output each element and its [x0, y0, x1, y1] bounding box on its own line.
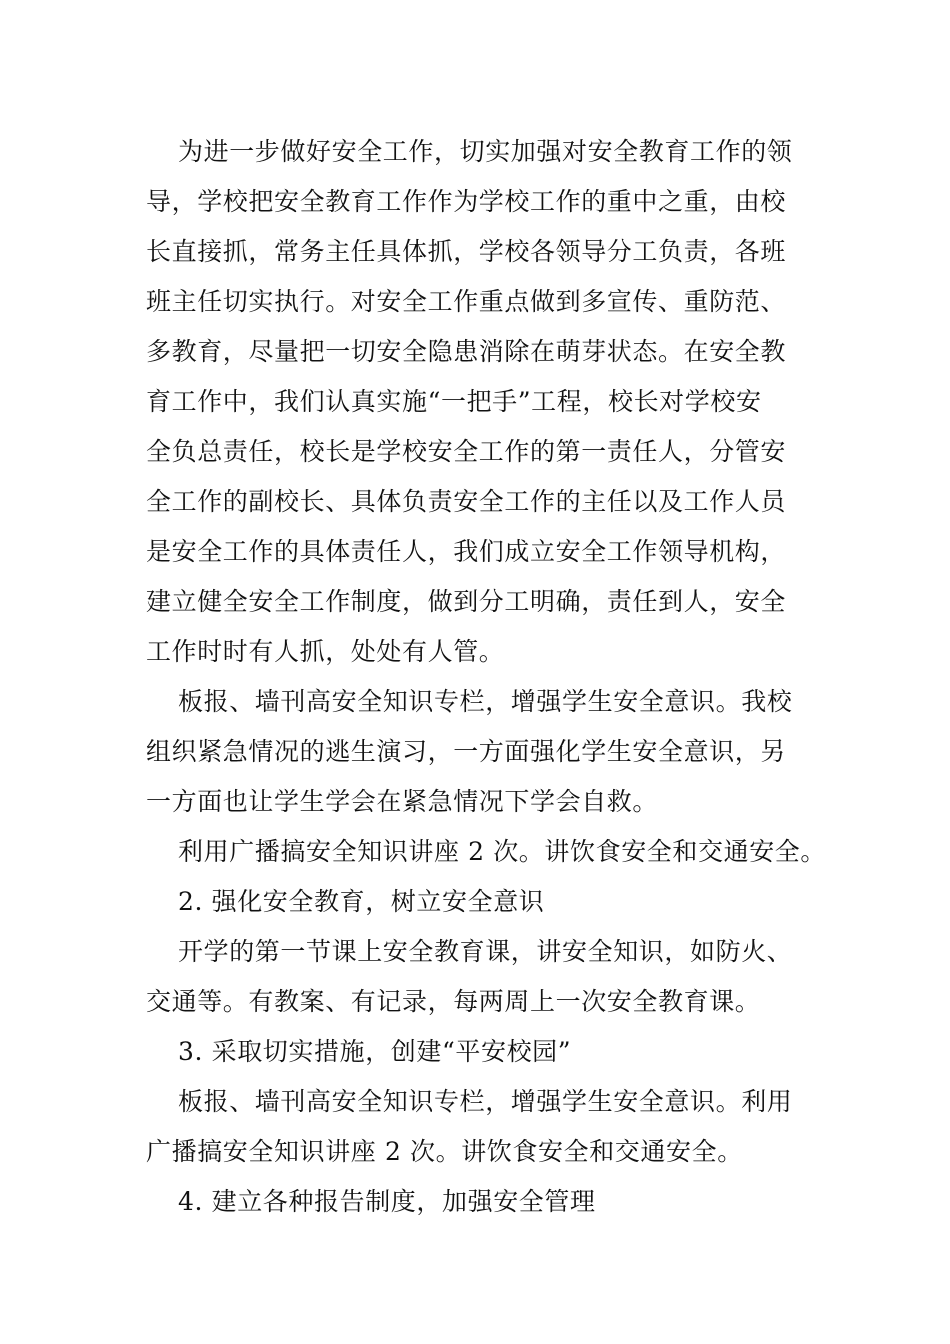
text-line: 育工作中，我们认真实施“一把手”工程，校长对学校安: [146, 387, 762, 416]
text-line: 利用广播搞安全知识讲座 2 次。讲饮食安全和交通安全。: [178, 837, 827, 866]
section-heading: 4. 建立各种报告制度，加强安全管理: [178, 1187, 596, 1216]
text-line: 全工作的副校长、具体负责安全工作的主任以及工作人员: [146, 487, 787, 516]
text-line: 一方面也让学生学会在紧急情况下学会自救。: [146, 787, 659, 816]
section-heading: 2. 强化安全教育，树立安全意识: [178, 887, 545, 916]
text-line: 长直接抓，常务主任具体抓，学校各领导分工负责，各班: [146, 237, 787, 266]
text-line: 广播搞安全知识讲座 2 次。讲饮食安全和交通安全。: [146, 1137, 743, 1166]
text-line: 是安全工作的具体责任人，我们成立安全工作领导机构，: [146, 537, 787, 566]
text-line: 班主任切实执行。对安全工作重点做到多宣传、重防范、: [146, 287, 787, 316]
text-line: 多教育，尽量把一切安全隐患消除在萌芽状态。在安全教: [146, 337, 787, 366]
text-line: 为进一步做好安全工作，切实加强对安全教育工作的领: [178, 137, 793, 166]
text-line: 板报、墙刊高安全知识专栏，增强学生安全意识。利用: [178, 1087, 793, 1116]
text-line: 全负总责任，校长是学校安全工作的第一责任人，分管安: [146, 437, 787, 466]
text-line: 工作时时有人抓，处处有人管。: [146, 637, 505, 666]
text-line: 板报、墙刊高安全知识专栏，增强学生安全意识。我校: [178, 687, 793, 716]
section-heading: 3. 采取切实措施，创建“平安校园”: [178, 1037, 572, 1066]
text-line: 导，学校把安全教育工作作为学校工作的重中之重，由校: [146, 187, 787, 216]
text-line: 交通等。有教案、有记录，每两周上一次安全教育课。: [146, 987, 761, 1016]
text-line: 建立健全安全工作制度，做到分工明确，责任到人，安全: [146, 587, 787, 616]
text-line: 开学的第一节课上安全教育课，讲安全知识，如防火、: [178, 937, 793, 966]
text-line: 组织紧急情况的逃生演习，一方面强化学生安全意识，另: [146, 737, 787, 766]
